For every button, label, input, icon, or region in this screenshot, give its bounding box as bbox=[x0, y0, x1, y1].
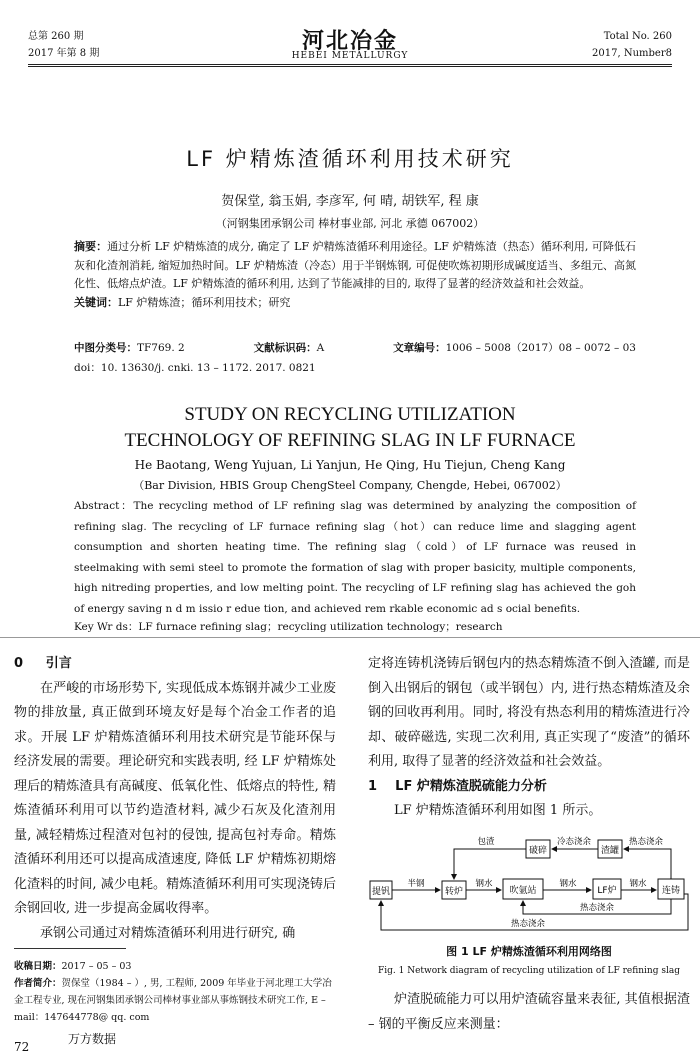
paper-title-cn: LF 炉精炼渣循环利用技术研究 bbox=[186, 147, 514, 171]
right-column-tail bbox=[368, 988, 690, 1037]
right-paragraph-1: 定将连铸机浇铸后钢包内的热态精炼渣不倒入渣罐, 而是倒入出钢后的钢包（或半钢包）内, 进行热态精炼渣及余钢的回收再利用。同时, 将没有热态利用的精炼渣进行冷却、破碎磁选, 实现二次利用, 真正实现了“废渣”的循环利用, 取得了显著的经济效益和社会效益。 bbox=[368, 656, 690, 769]
journal-title-cn: 河北冶金 bbox=[301, 28, 398, 54]
document-code: 文献标识码：A bbox=[253, 342, 325, 354]
affiliation-en: （Bar Division, HBIS Group ChengSteel Company, Chengde, Hebei, 067002） bbox=[133, 479, 567, 492]
diagram-box-lf-furnace bbox=[593, 879, 621, 899]
article-number: 文章编号：1006 – 5008（2017）08 – 0072 – 03 bbox=[393, 342, 636, 354]
keywords-en bbox=[74, 619, 503, 634]
header-right bbox=[592, 28, 672, 62]
keywords-cn bbox=[74, 294, 636, 313]
keywords-cn-text: LF 炉精炼渣；循环利用技术；研究 bbox=[118, 295, 291, 309]
diagram-box-crushing bbox=[526, 840, 550, 858]
label-hot-residue-top: 热态浇余 bbox=[628, 837, 664, 847]
header-rule bbox=[28, 64, 672, 65]
abstract-cn bbox=[74, 238, 636, 312]
intro-paragraph-2: 承钢公司通过对精炼渣循环利用进行研究, 确 bbox=[40, 925, 296, 941]
wanfang-watermark: 万方数据 bbox=[68, 1032, 117, 1046]
svg-text:提钒: 提钒 bbox=[371, 887, 391, 897]
abstract-en-text: The recycling method of LF refining slag was determined by analyzing the composition of refining slag. The recycling of LF furnace refining slag（hot）can reduce lime and slagging agent consumption and shorten heating time. The refining slag（cold）of LF furnace was reused in steelmaking with semi steel to promote the formation of slag with proper basicity, multiple components, high nitreding properties, and low melting point. The recycling of LF refining slag has achieved the goh of energy saving n d m issio r edue tion, and achieved rem rkable economic ad s ocial benefits. bbox=[74, 500, 636, 615]
doi: doi：10. 13630/j. cnki. 13 – 1172. 2017. 0821 bbox=[74, 362, 316, 374]
keywords-en-label: Key Wr ds： bbox=[74, 621, 139, 633]
left-column bbox=[14, 652, 336, 946]
figure-caption-cn: 图 1 LF 炉精炼渣循环利用网络图 bbox=[446, 945, 612, 958]
svg-text:吹氩站: 吹氩站 bbox=[509, 886, 537, 896]
arrow-ladle-slag bbox=[454, 849, 526, 879]
keywords-cn-label: 关键词： bbox=[74, 295, 118, 309]
label-steel-3: 钢水 bbox=[629, 879, 647, 889]
keywords-en-text: LF furnace refining slag；recycling utilization technology；research bbox=[138, 621, 503, 633]
diagram-box-slag-pot bbox=[598, 840, 622, 858]
right-column bbox=[368, 652, 690, 824]
label-cold-residue: 冷态浇余 bbox=[556, 837, 592, 847]
page-number: 72 bbox=[14, 1040, 30, 1054]
svg-text:破碎: 破碎 bbox=[528, 846, 548, 856]
label-steel-2: 钢水 bbox=[559, 879, 577, 889]
figure-1-diagram bbox=[368, 826, 690, 938]
section-1-paragraph-1: LF 炉精炼渣循环利用如图 1 所示。 bbox=[394, 803, 602, 818]
header-number: 2017, Number8 bbox=[592, 48, 672, 59]
label-hot-residue-bottom: 热态浇余 bbox=[510, 919, 546, 929]
header-issue: 总第 260 期 bbox=[28, 31, 84, 42]
classification-row bbox=[74, 340, 636, 355]
abstract-en bbox=[74, 496, 636, 619]
section-0-title: 引言 bbox=[45, 656, 72, 671]
footnote-received: 收稿日期：2017 – 05 – 03 bbox=[14, 961, 132, 972]
label-semi-steel: 半钢 bbox=[407, 879, 425, 889]
paper-title-en bbox=[0, 402, 700, 454]
section-1-heading bbox=[368, 775, 690, 800]
diagram-box-converter bbox=[442, 881, 466, 899]
svg-text:LF炉: LF炉 bbox=[597, 886, 617, 896]
label-steel-1: 钢水 bbox=[475, 879, 493, 889]
figure-caption-en: Fig. 1 Network diagram of recycling utilization of LF refining slag bbox=[378, 966, 680, 976]
section-1-title: LF 炉精炼渣脱硫能力分析 bbox=[395, 778, 547, 794]
diagram-box-tifan bbox=[370, 881, 392, 899]
diagram-box-argon-station bbox=[503, 879, 543, 899]
section-0-number: 0 bbox=[14, 656, 24, 671]
paper-title-en-line2: TECHNOLOGY OF REFINING SLAG IN LF FURNACE bbox=[124, 430, 576, 451]
header-rule-2 bbox=[28, 66, 672, 67]
paper-title-en-line1: STUDY ON RECYCLING UTILIZATION bbox=[184, 404, 516, 425]
section-1-number: 1 bbox=[368, 778, 378, 794]
svg-text:转炉: 转炉 bbox=[444, 887, 464, 897]
footnote-author: 作者简介：贺保堂（1984 – ）, 男, 工程师, 2009 年毕业于河北理工大学冶金工程专业, 现在河钢集团承钢公司棒材事业部从事炼钢技术研究工作, E – mail：147644778@ qq. com bbox=[14, 978, 332, 1023]
section-divider bbox=[0, 637, 700, 638]
abstract-cn-label: 摘要： bbox=[74, 240, 108, 253]
section-0-heading bbox=[14, 652, 336, 677]
abstract-cn-text: 通过分析 LF 炉精炼渣的成分, 确定了 LF 炉精炼渣循环利用途径。LF 炉精炼渣（热态）循环利用, 可降低石灰和化渣剂消耗, 缩短加热时间。LF 炉精炼渣（冷态）用于半钢炼钢, 可促使吹炼初期形成碱度适当、多组元、高氮化性、低熔点炉渣。LF 炉精炼渣的循环利用, 达到了节能减排的目的, 取得了显著的经济效益和社会效益。 bbox=[74, 240, 637, 290]
svg-text:渣罐: 渣罐 bbox=[600, 846, 620, 856]
journal-title-en: HEBEI METALLURGY bbox=[291, 51, 409, 61]
label-hot-residue-mid: 热态浇余 bbox=[579, 903, 615, 913]
arrow-hot-residue-top bbox=[624, 849, 671, 879]
header-date: 2017 年第 8 期 bbox=[28, 48, 100, 59]
footnote bbox=[14, 958, 336, 1026]
authors-en: He Baotang, Weng Yujuan, Li Yanjun, He Qing, Hu Tiejun, Cheng Kang bbox=[134, 458, 566, 472]
right-paragraph-2: 炉渣脱硫能力可以用炉渣硫容量来表征, 其值根据渣 – 钢的平衡反应来测量： bbox=[368, 992, 690, 1032]
header-total-no: Total No. 260 bbox=[603, 31, 672, 42]
intro-paragraph-1: 在严峻的市场形势下, 实现低成本炼钢并减少工业废物的排放量, 真正做到环境友好是每个冶金工作者的追求。开展 LF 炉精炼渣循环利用技术研究是节能环保与经济发展的需要。理论研究和实践表明, 经 LF 炉精炼处理后的精炼渣具有高碱度、低氧化性、低熔点的特性, 精炼渣循环利用可以节约造渣材料, 减少石灰及化渣剂用量, 减轻精炼过程渣对包衬的侵蚀, 提高包衬寿命。精炼渣循环利用还可以提高成渣速度, 降低 LF 炉精炼初期熔化渣料的时间, 减少电耗。精炼渣循环利用可实现浇铸后余钢回收, 进一步提高金属收得率。 bbox=[14, 680, 336, 916]
clc-code: 中图分类号：TF769. 2 bbox=[74, 342, 185, 354]
authors-cn: 贺保堂, 翁玉娟, 李彦军, 何 晴, 胡铁军, 程 康 bbox=[221, 194, 479, 209]
footnote-rule bbox=[14, 948, 126, 949]
abstract-en-label: Abstract： bbox=[74, 500, 134, 512]
svg-text:连铸: 连铸 bbox=[661, 886, 681, 896]
label-ladle-slag: 包渣 bbox=[477, 837, 495, 847]
affiliation-cn: （河钢集团承钢公司 棒材事业部, 河北 承德 067002） bbox=[215, 217, 485, 230]
diagram-box-caster bbox=[658, 879, 684, 899]
